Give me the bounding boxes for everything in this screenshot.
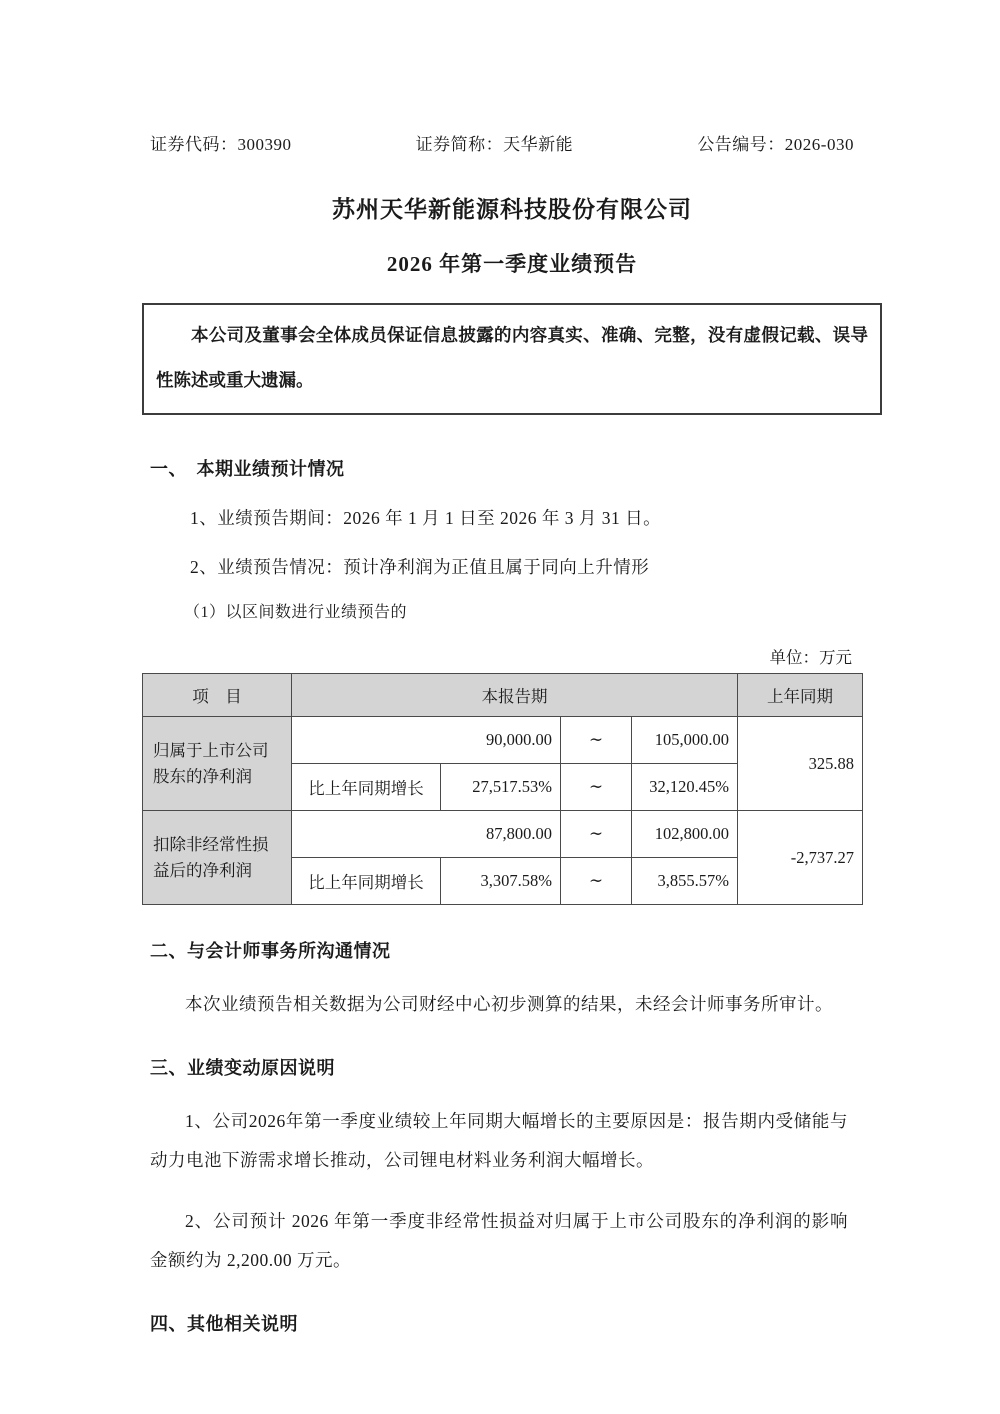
row2-growth-tilde: ∼ — [561, 858, 632, 905]
document-content — [142, 0, 882, 1336]
table-row — [143, 811, 863, 858]
disclaimer-text: 本公司及董事会全体成员保证信息披露的内容真实、准确、完整，没有虚假记载、误导性陈述或重大遗漏。 — [156, 325, 868, 390]
section2-heading: 二、与会计师事务所沟通情况 — [150, 941, 391, 961]
row1-range-low: 90,000.00 — [292, 717, 561, 764]
table-unit-note: 单位：万元 — [769, 648, 852, 667]
performance-forecast-table — [142, 673, 863, 905]
row2-item-label: 扣除非经常性损益后的净利润 — [143, 811, 292, 905]
announcement-number-label: 公告编号：2026-030 — [697, 135, 854, 154]
row2-range-tilde: ∼ — [561, 811, 632, 858]
row1-range-high: 105,000.00 — [632, 717, 738, 764]
stock-code-label: 证券代码：300390 — [150, 135, 292, 154]
report-subtitle: 2026 年第一季度业绩预告 — [386, 252, 638, 276]
row1-growth-label: 比上年同期增长 — [292, 764, 441, 811]
row2-growth-low: 3,307.58% — [441, 858, 561, 905]
row1-range-tilde: ∼ — [561, 717, 632, 764]
row2-range-high: 102,800.00 — [632, 811, 738, 858]
row1-item-label: 归属于上市公司股东的净利润 — [143, 717, 292, 811]
section2-paragraph: 本次业绩预告相关数据为公司财经中心初步测算的结果，未经会计师事务所审计。 — [185, 994, 833, 1014]
section3-heading: 三、业绩变动原因说明 — [150, 1058, 335, 1078]
section1-item1: 1、业绩预告期间：2026 年 1 月 1 日至 2026 年 3 月 31 日。 — [190, 508, 662, 528]
disclaimer-box — [142, 303, 882, 415]
table-header-current-period: 本报告期 — [292, 674, 738, 717]
row2-range-low: 87,800.00 — [292, 811, 561, 858]
document-meta-row — [142, 130, 882, 155]
row1-growth-high: 32,120.45% — [632, 764, 738, 811]
row2-prior-value: -2,737.27 — [738, 811, 863, 905]
section1-item3: （1）以区间数进行业绩预告的 — [184, 604, 408, 621]
section4-heading: 四、其他相关说明 — [150, 1314, 298, 1334]
row1-prior-value: 325.88 — [738, 717, 863, 811]
table-header-prior-period: 上年同期 — [738, 674, 863, 717]
section3-paragraph1: 1、公司2026年第一季度业绩较上年同期大幅增长的主要原因是：报告期内受储能与动力电池下游需求增长推动，公司锂电材料业务利润大幅增长。 — [150, 1111, 848, 1170]
row1-growth-low: 27,517.53% — [441, 764, 561, 811]
section3-paragraph2: 2、公司预计 2026 年第一季度非经常性损益对归属于上市公司股东的净利润的影响金额约为 2,200.00 万元。 — [150, 1211, 848, 1270]
section1-heading: 一、 本期业绩预计情况 — [150, 459, 345, 479]
section1-item2: 2、业绩预告情况：预计净利润为正值且属于同向上升情形 — [190, 557, 650, 577]
table-header-row — [143, 674, 863, 717]
table-row — [143, 717, 863, 764]
company-title: 苏州天华新能源科技股份有限公司 — [332, 197, 692, 222]
table-header-item: 项 目 — [143, 674, 292, 717]
row2-growth-label: 比上年同期增长 — [292, 858, 441, 905]
stock-name-label: 证券简称：天华新能 — [415, 135, 574, 154]
row2-growth-high: 3,855.57% — [632, 858, 738, 905]
row1-growth-tilde: ∼ — [561, 764, 632, 811]
